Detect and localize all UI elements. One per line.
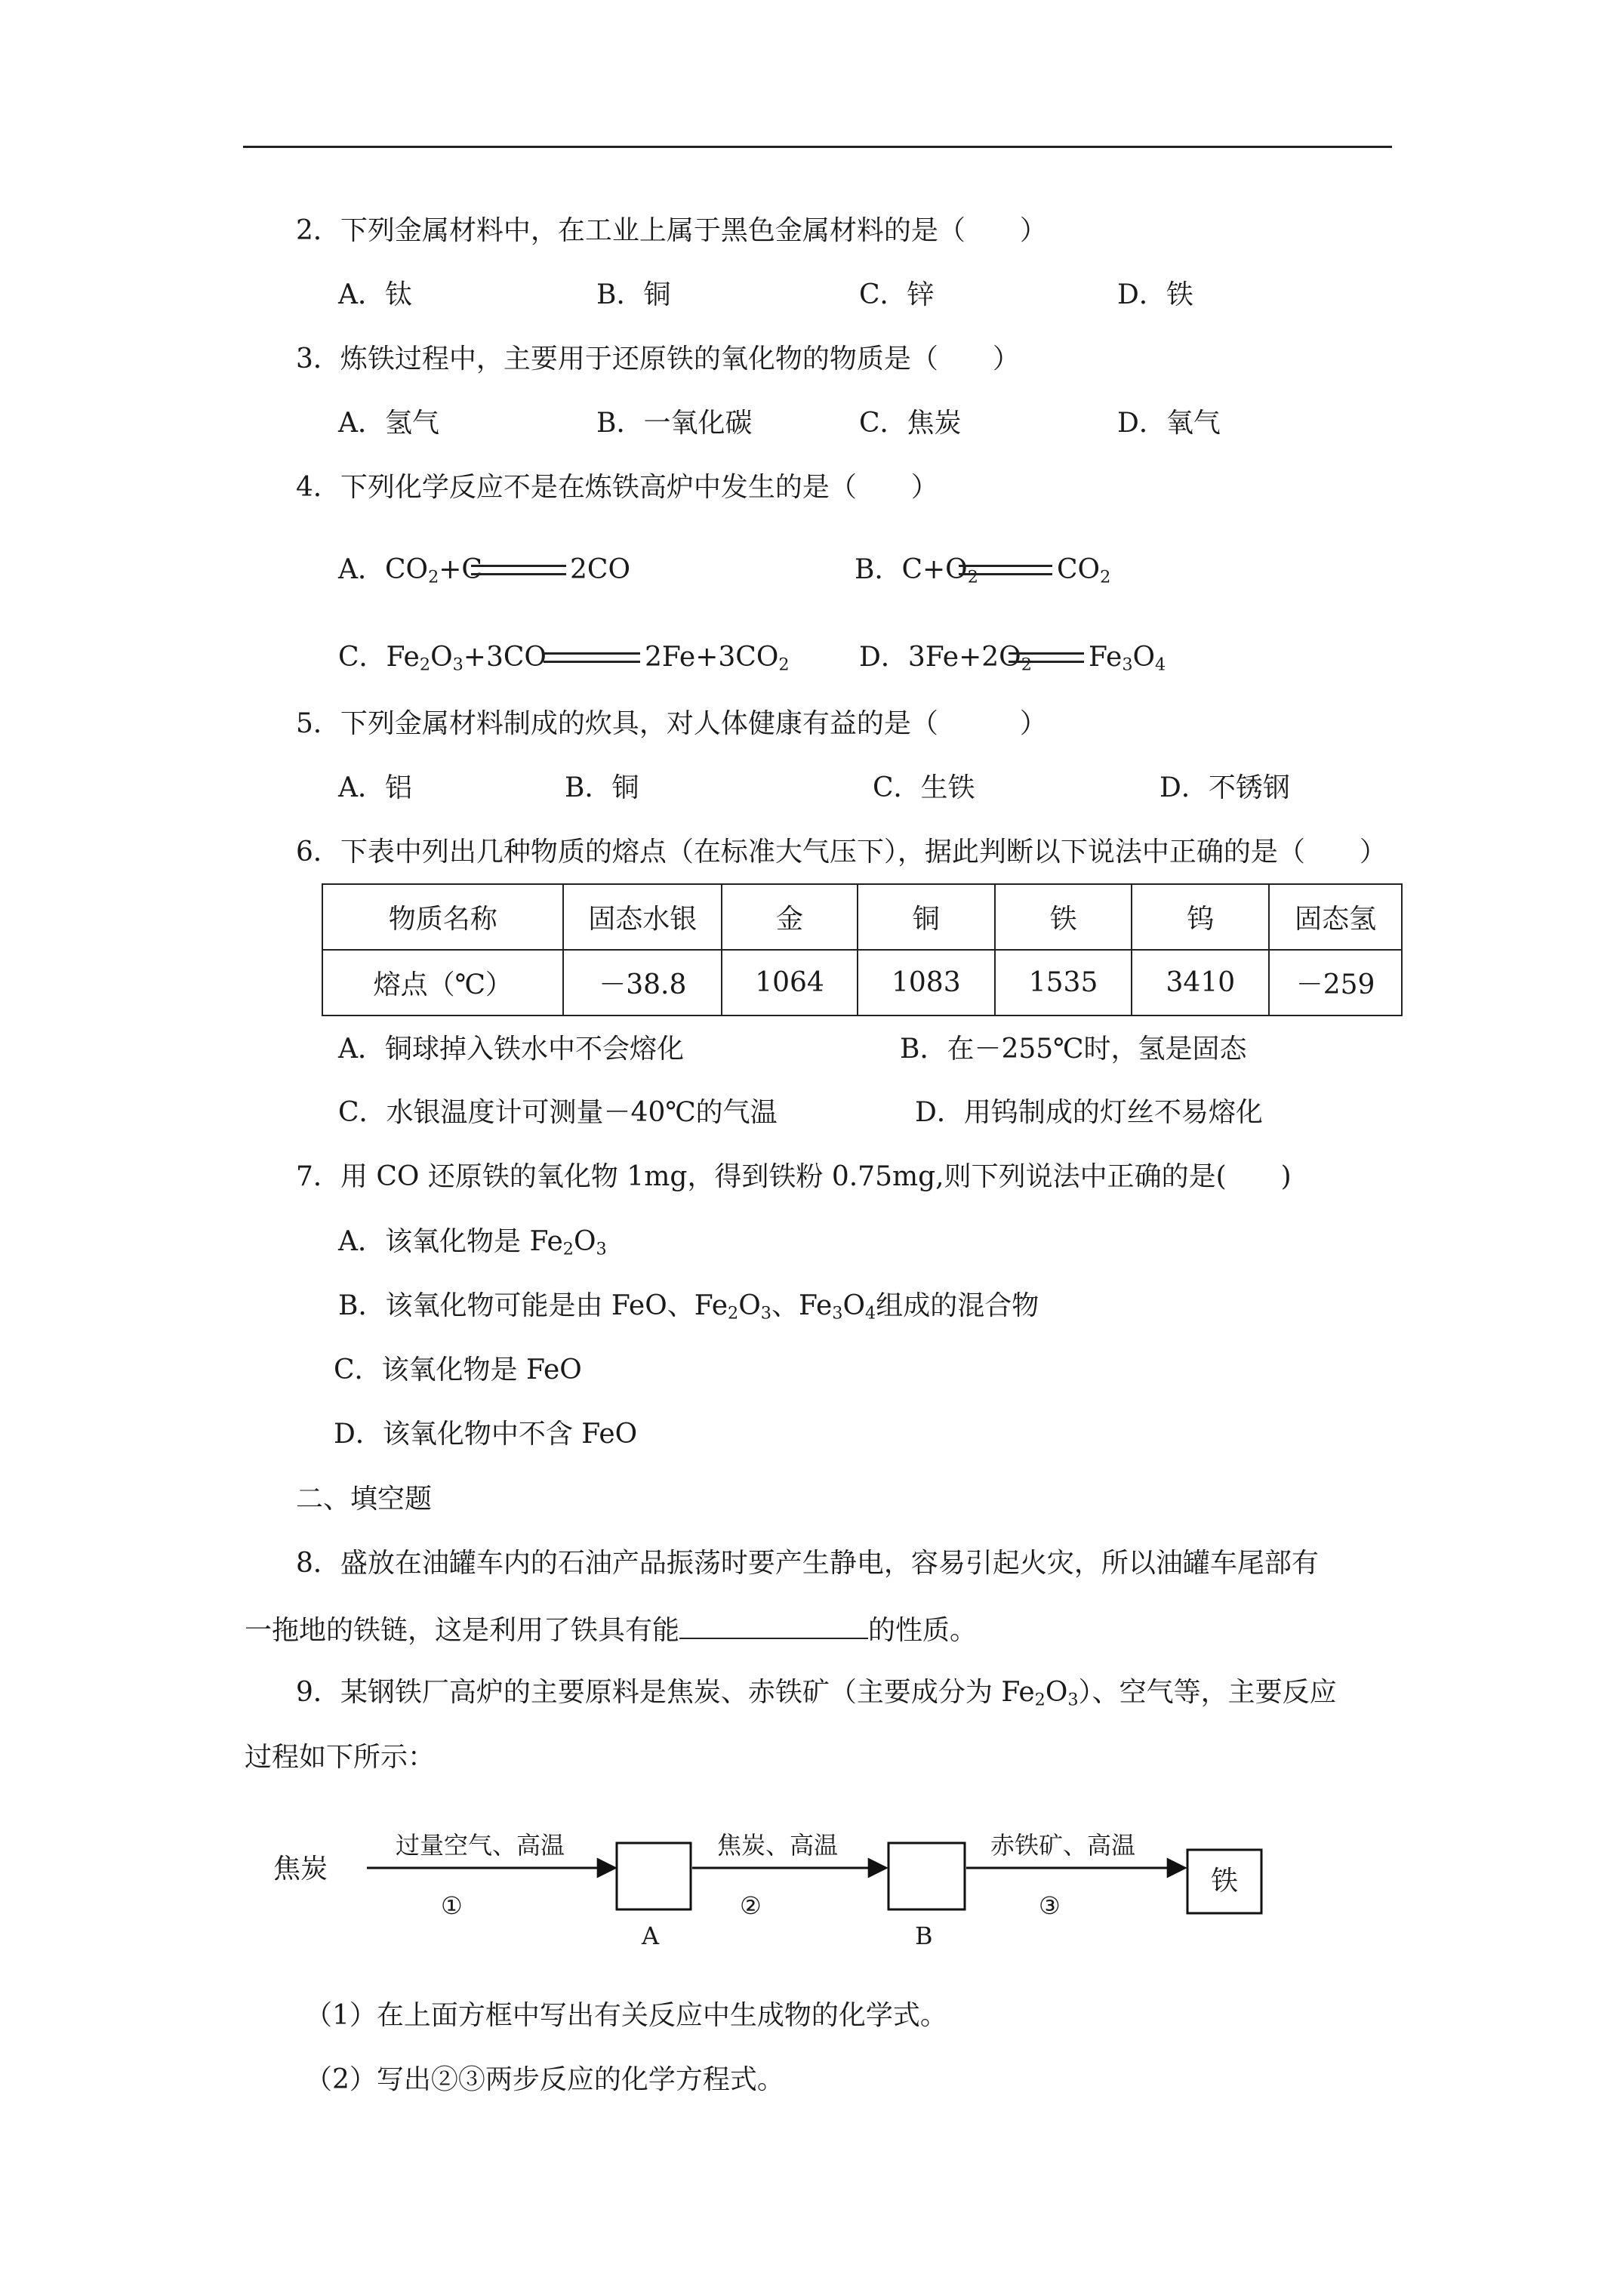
table-cell: 3410 [1132, 950, 1269, 1015]
table-header-cell: 金 [722, 884, 858, 950]
q5-option-a: A．铝 [338, 772, 412, 803]
q3-option-c: C．焦炭 [859, 408, 962, 439]
flow-step2-condition: 焦炭、高温 [717, 1831, 839, 1860]
table-header-cell: 铁 [995, 884, 1132, 950]
flow-end-iron: 铁 [1211, 1866, 1239, 1897]
table-cell: 1064 [722, 950, 858, 1015]
q5-stem: 5．下列金属材料制成的炊具，对人体健康有益的是（ ） [296, 708, 1047, 739]
table-header-cell: 铜 [858, 884, 995, 950]
table-cell: －259 [1269, 950, 1402, 1015]
q8-line1: 8．盛放在油罐车内的石油产品振荡时要产生静电，容易引起火灾，所以油罐车尾部有 [296, 1548, 1319, 1579]
q9-line1: 9．某钢铁厂高炉的主要原料是焦炭、赤铁矿（主要成分为 $Fe_2O_3$）、空气等，主要反应 [296, 1677, 1337, 1710]
q7-option-b: B．该氧化物可能是由 FeO、$Fe_2O_3$、$Fe_3O_4$组成的混合物 [338, 1290, 1039, 1324]
flow-step1-condition: 过量空气、高温 [396, 1831, 565, 1860]
q9-sub2: （2）写出②③两步反应的化学方程式。 [305, 2064, 784, 2095]
q7-stem: 7．用 CO 还原铁的氧化物 1mg，得到铁粉 0.75mg,则下列说法中正确的是( ) [296, 1161, 1292, 1192]
q4-d-product: $Fe_3O_4$ [1089, 642, 1166, 675]
q5-option-c: C．生铁 [873, 772, 975, 803]
q4-option-b: B．$C+O_2$ [855, 554, 978, 587]
q5-option-d: D．不锈钢 [1160, 772, 1290, 803]
q2-option-c: C．锌 [859, 279, 935, 310]
q2-option-b: B．铜 [596, 279, 671, 310]
section-fill-in-title: 二、填空题 [296, 1484, 433, 1515]
q7-option-a: A．该氧化物是 $Fe_2O_3$ [338, 1226, 607, 1259]
flow-step2-number: ② [740, 1891, 762, 1920]
table-header-cell: 钨 [1132, 884, 1269, 950]
box-a[interactable] [617, 1843, 691, 1909]
q6-option-d: D．用钨制成的灯丝不易熔化 [915, 1097, 1263, 1128]
q4-option-d: D．$3Fe+2O_2$ [859, 642, 1032, 675]
q7-option-c: C．该氧化物是 FeO [334, 1354, 582, 1385]
flow-step3-condition: 赤铁矿、高温 [990, 1831, 1136, 1860]
table-header-cell: 固态氢 [1269, 884, 1402, 950]
q4-a-product: 2CO [570, 554, 630, 585]
q2-option-a: A．钛 [338, 279, 412, 310]
q3-option-a: A．氢气 [338, 408, 439, 439]
table-header-cell: 物质名称 [322, 884, 563, 950]
q6-option-a: A．铜球掉入铁水中不会熔化 [338, 1034, 684, 1065]
table-row-label: 熔点（℃） [322, 950, 563, 1015]
q6-stem: 6．下表中列出几种物质的熔点（在标准大气压下），据此判断以下说法中正确的是（ ） [296, 837, 1387, 868]
flow-step1-number: ① [441, 1891, 463, 1920]
q8-line2: 一拖地的铁链，这是利用了铁具有能 的性质。 [245, 1615, 978, 1646]
flow-step3-number: ③ [1039, 1891, 1061, 1920]
q2-option-d: D．铁 [1117, 279, 1193, 310]
q4-stem: 4．下列化学反应不是在炼铁高炉中发生的是（ ） [296, 472, 938, 503]
q9-sub1: （1）在上面方框中写出有关反应中生成物的化学式。 [305, 2000, 947, 2031]
q3-option-d: D．氧气 [1117, 408, 1221, 439]
q9-line2: 过程如下所示： [245, 1742, 436, 1773]
q4-c-product: $2Fe+3CO_2$ [645, 642, 790, 675]
table-header-cell: 固态水银 [563, 884, 722, 950]
q3-stem: 3．炼铁过程中，主要用于还原铁的氧化物的物质是（ ） [296, 344, 1020, 374]
box-b[interactable] [888, 1843, 965, 1909]
flow-box-a-label: A [642, 1922, 660, 1950]
q6-option-b: B．在－255℃时，氢是固态 [900, 1034, 1247, 1065]
q2-stem: 2．下列金属材料中，在工业上属于黑色金属材料的是（ ） [296, 215, 1047, 246]
q6-option-c: C．水银温度计可测量－40℃的气温 [338, 1097, 778, 1128]
q4-option-c: C．$Fe_2O_3+3CO$ [338, 642, 547, 675]
q4-b-product: $CO_2$ [1057, 554, 1111, 587]
q5-option-b: B．铜 [565, 772, 639, 803]
q7-option-d: D．该氧化物中不含 FeO [334, 1419, 638, 1450]
flow-start-coke: 焦炭 [273, 1854, 328, 1885]
q4-option-a: A．$CO_2+C$ [338, 554, 482, 587]
q3-option-b: B．一氧化碳 [596, 408, 753, 439]
table-cell: 1083 [858, 950, 995, 1015]
flow-box-b-label: B [915, 1922, 933, 1950]
table-cell: 1535 [995, 950, 1132, 1015]
table-cell: －38.8 [563, 950, 722, 1015]
